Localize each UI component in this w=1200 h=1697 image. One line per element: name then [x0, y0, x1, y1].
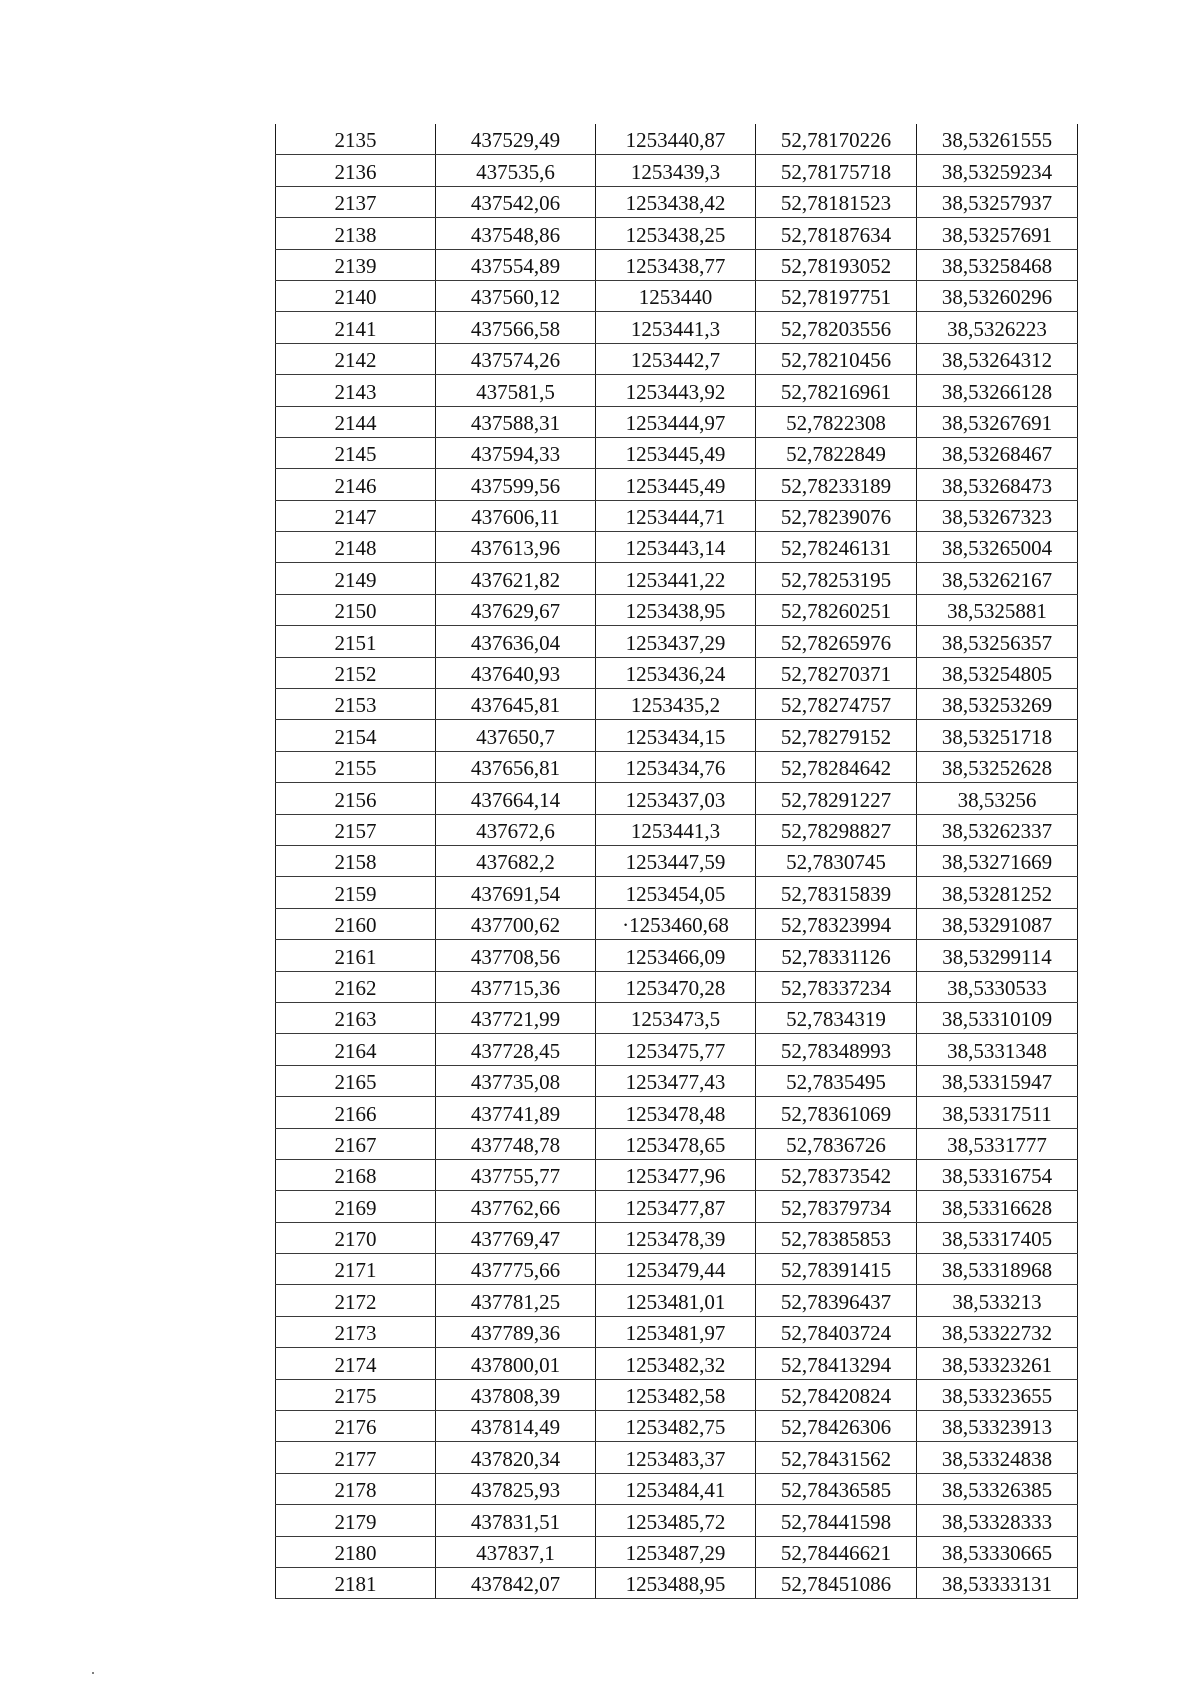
- y-coordinate-cell: 1253444,97: [596, 406, 756, 437]
- x-coordinate-cell: 437814,49: [436, 1411, 596, 1442]
- longitude-cell: 38,53257937: [917, 186, 1078, 217]
- x-coordinate-cell: 437640,93: [436, 657, 596, 688]
- latitude-cell: 52,78446621: [756, 1536, 917, 1567]
- longitude-cell: 38,53266128: [917, 375, 1078, 406]
- table-row: [276, 1379, 1078, 1410]
- y-coordinate-cell: 1253434,76: [596, 751, 756, 782]
- longitude-cell: 38,53253269: [917, 689, 1078, 720]
- y-coordinate-cell: 1253441,3: [596, 312, 756, 343]
- y-coordinate-cell: 1253481,97: [596, 1316, 756, 1347]
- point-number-cell: 2176: [276, 1411, 436, 1442]
- longitude-cell: 38,53259234: [917, 155, 1078, 186]
- latitude-cell: 52,78348993: [756, 1034, 917, 1065]
- x-coordinate-cell: 437636,04: [436, 626, 596, 657]
- point-number-cell: 2147: [276, 500, 436, 531]
- table-row: [276, 218, 1078, 249]
- longitude-cell: 38,53271669: [917, 845, 1078, 876]
- longitude-cell: 38,53265004: [917, 532, 1078, 563]
- longitude-cell: 38,53328333: [917, 1505, 1078, 1536]
- y-coordinate-cell: 1253443,92: [596, 375, 756, 406]
- x-coordinate-cell: 437808,39: [436, 1379, 596, 1410]
- latitude-cell: 52,78291227: [756, 783, 917, 814]
- y-coordinate-cell: 1253482,32: [596, 1348, 756, 1379]
- longitude-cell: 38,53261555: [917, 124, 1078, 155]
- y-coordinate-cell: 1253443,14: [596, 532, 756, 563]
- longitude-cell: 38,53262337: [917, 814, 1078, 845]
- longitude-cell: 38,5331348: [917, 1034, 1078, 1065]
- y-coordinate-cell: 1253477,96: [596, 1159, 756, 1190]
- longitude-cell: 38,53333131: [917, 1567, 1078, 1598]
- point-number-cell: 2136: [276, 155, 436, 186]
- y-coordinate-cell: 1253434,15: [596, 720, 756, 751]
- point-number-cell: 2177: [276, 1442, 436, 1473]
- y-coordinate-cell: 1253440,87: [596, 124, 756, 155]
- latitude-cell: 52,78193052: [756, 249, 917, 280]
- table-row: [276, 751, 1078, 782]
- latitude-cell: 52,78436585: [756, 1473, 917, 1504]
- x-coordinate-cell: 437629,67: [436, 594, 596, 625]
- point-number-cell: 2145: [276, 437, 436, 468]
- x-coordinate-cell: 437755,77: [436, 1159, 596, 1190]
- point-number-cell: 2138: [276, 218, 436, 249]
- y-coordinate-cell: 1253470,28: [596, 971, 756, 1002]
- y-coordinate-cell: 1253488,95: [596, 1567, 756, 1598]
- x-coordinate-cell: 437789,36: [436, 1316, 596, 1347]
- point-number-cell: 2153: [276, 689, 436, 720]
- latitude-cell: 52,78270371: [756, 657, 917, 688]
- y-coordinate-cell: 1253475,77: [596, 1034, 756, 1065]
- y-coordinate-cell: 1253445,49: [596, 437, 756, 468]
- latitude-cell: 52,7830745: [756, 845, 917, 876]
- y-coordinate-cell: 1253478,65: [596, 1128, 756, 1159]
- x-coordinate-cell: 437656,81: [436, 751, 596, 782]
- point-number-cell: 2163: [276, 1002, 436, 1033]
- x-coordinate-cell: 437735,08: [436, 1065, 596, 1096]
- y-coordinate-cell: 1253482,58: [596, 1379, 756, 1410]
- longitude-cell: 38,5331777: [917, 1128, 1078, 1159]
- point-number-cell: 2146: [276, 469, 436, 500]
- longitude-cell: 38,53318968: [917, 1254, 1078, 1285]
- longitude-cell: 38,53291087: [917, 908, 1078, 939]
- latitude-cell: 52,78170226: [756, 124, 917, 155]
- x-coordinate-cell: 437721,99: [436, 1002, 596, 1033]
- table-row: [276, 1002, 1078, 1033]
- table-row: [276, 1442, 1078, 1473]
- x-coordinate-cell: 437820,34: [436, 1442, 596, 1473]
- x-coordinate-cell: 437728,45: [436, 1034, 596, 1065]
- x-coordinate-cell: 437606,11: [436, 500, 596, 531]
- longitude-cell: 38,53264312: [917, 343, 1078, 374]
- longitude-cell: 38,5330533: [917, 971, 1078, 1002]
- point-number-cell: 2141: [276, 312, 436, 343]
- latitude-cell: 52,78197751: [756, 280, 917, 311]
- table-row: [276, 908, 1078, 939]
- point-number-cell: 2179: [276, 1505, 436, 1536]
- x-coordinate-cell: 437594,33: [436, 437, 596, 468]
- point-number-cell: 2174: [276, 1348, 436, 1379]
- point-number-cell: 2140: [276, 280, 436, 311]
- table-row: [276, 469, 1078, 500]
- latitude-cell: 52,7822308: [756, 406, 917, 437]
- y-coordinate-cell: 1253444,71: [596, 500, 756, 531]
- point-number-cell: 2175: [276, 1379, 436, 1410]
- point-number-cell: 2181: [276, 1567, 436, 1598]
- table-row: [276, 1128, 1078, 1159]
- latitude-cell: 52,78279152: [756, 720, 917, 751]
- y-coordinate-cell: 1253438,25: [596, 218, 756, 249]
- longitude-cell: 38,53256: [917, 783, 1078, 814]
- point-number-cell: 2155: [276, 751, 436, 782]
- table-row: [276, 1473, 1078, 1504]
- latitude-cell: 52,78431562: [756, 1442, 917, 1473]
- x-coordinate-cell: 437588,31: [436, 406, 596, 437]
- table-row: [276, 155, 1078, 186]
- point-number-cell: 2157: [276, 814, 436, 845]
- longitude-cell: 38,53262167: [917, 563, 1078, 594]
- point-number-cell: 2178: [276, 1473, 436, 1504]
- latitude-cell: 52,78284642: [756, 751, 917, 782]
- y-coordinate-cell: 1253477,43: [596, 1065, 756, 1096]
- table-row: [276, 1285, 1078, 1316]
- point-number-cell: 2158: [276, 845, 436, 876]
- table-row: [276, 500, 1078, 531]
- longitude-cell: 38,53323261: [917, 1348, 1078, 1379]
- longitude-cell: 38,53257691: [917, 218, 1078, 249]
- table-row: [276, 845, 1078, 876]
- latitude-cell: 52,78181523: [756, 186, 917, 217]
- y-coordinate-cell: 1253479,44: [596, 1254, 756, 1285]
- x-coordinate-cell: 437554,89: [436, 249, 596, 280]
- y-coordinate-cell: 1253466,09: [596, 940, 756, 971]
- latitude-cell: 52,78239076: [756, 500, 917, 531]
- x-coordinate-cell: 437599,56: [436, 469, 596, 500]
- table-row: [276, 1034, 1078, 1065]
- x-coordinate-cell: 437548,86: [436, 218, 596, 249]
- x-coordinate-cell: 437837,1: [436, 1536, 596, 1567]
- coordinates-table-body: [276, 124, 1078, 1599]
- y-coordinate-cell: 1253482,75: [596, 1411, 756, 1442]
- x-coordinate-cell: 437781,25: [436, 1285, 596, 1316]
- longitude-cell: 38,53281252: [917, 877, 1078, 908]
- longitude-cell: 38,53316754: [917, 1159, 1078, 1190]
- point-number-cell: 2160: [276, 908, 436, 939]
- longitude-cell: 38,53315947: [917, 1065, 1078, 1096]
- table-row: [276, 249, 1078, 280]
- table-row: [276, 532, 1078, 563]
- point-number-cell: 2180: [276, 1536, 436, 1567]
- longitude-cell: 38,53316628: [917, 1191, 1078, 1222]
- y-coordinate-cell: 1253473,5: [596, 1002, 756, 1033]
- x-coordinate-cell: 437621,82: [436, 563, 596, 594]
- x-coordinate-cell: 437529,49: [436, 124, 596, 155]
- latitude-cell: 52,78403724: [756, 1316, 917, 1347]
- x-coordinate-cell: 437825,93: [436, 1473, 596, 1504]
- longitude-cell: 38,53267691: [917, 406, 1078, 437]
- longitude-cell: 38,53254805: [917, 657, 1078, 688]
- point-number-cell: 2161: [276, 940, 436, 971]
- y-coordinate-cell: 1253437,29: [596, 626, 756, 657]
- table-row: [276, 877, 1078, 908]
- table-row: [276, 814, 1078, 845]
- table-row: [276, 406, 1078, 437]
- y-coordinate-cell: 1253436,24: [596, 657, 756, 688]
- latitude-cell: 52,7822849: [756, 437, 917, 468]
- latitude-cell: 52,78331126: [756, 940, 917, 971]
- point-number-cell: 2171: [276, 1254, 436, 1285]
- y-coordinate-cell: 1253438,77: [596, 249, 756, 280]
- latitude-cell: 52,78385853: [756, 1222, 917, 1253]
- table-row: [276, 1567, 1078, 1598]
- latitude-cell: 52,78175718: [756, 155, 917, 186]
- longitude-cell: 38,53317405: [917, 1222, 1078, 1253]
- longitude-cell: 38,53322732: [917, 1316, 1078, 1347]
- point-number-cell: 2149: [276, 563, 436, 594]
- latitude-cell: 52,78210456: [756, 343, 917, 374]
- point-number-cell: 2139: [276, 249, 436, 280]
- longitude-cell: 38,53267323: [917, 500, 1078, 531]
- table-row: [276, 689, 1078, 720]
- y-coordinate-cell: 1253481,01: [596, 1285, 756, 1316]
- latitude-cell: 52,78187634: [756, 218, 917, 249]
- y-coordinate-cell: 1253478,39: [596, 1222, 756, 1253]
- longitude-cell: 38,53317511: [917, 1097, 1078, 1128]
- x-coordinate-cell: 437581,5: [436, 375, 596, 406]
- table-row: [276, 1505, 1078, 1536]
- latitude-cell: 52,78396437: [756, 1285, 917, 1316]
- point-number-cell: 2170: [276, 1222, 436, 1253]
- longitude-cell: 38,53258468: [917, 249, 1078, 280]
- point-number-cell: 2143: [276, 375, 436, 406]
- x-coordinate-cell: 437708,56: [436, 940, 596, 971]
- table-row: [276, 1348, 1078, 1379]
- y-coordinate-cell: 1253478,48: [596, 1097, 756, 1128]
- x-coordinate-cell: 437831,51: [436, 1505, 596, 1536]
- y-coordinate-cell: 1253437,03: [596, 783, 756, 814]
- point-number-cell: 2154: [276, 720, 436, 751]
- table-row: [276, 971, 1078, 1002]
- scan-speck: [92, 1672, 94, 1674]
- table-row: [276, 1159, 1078, 1190]
- longitude-cell: 38,5325881: [917, 594, 1078, 625]
- y-coordinate-cell: 1253484,41: [596, 1473, 756, 1504]
- latitude-cell: 52,78216961: [756, 375, 917, 406]
- longitude-cell: 38,53323655: [917, 1379, 1078, 1410]
- longitude-cell: 38,53268473: [917, 469, 1078, 500]
- table-row: [276, 437, 1078, 468]
- table-row: [276, 626, 1078, 657]
- latitude-cell: 52,78361069: [756, 1097, 917, 1128]
- point-number-cell: 2150: [276, 594, 436, 625]
- point-number-cell: 2166: [276, 1097, 436, 1128]
- longitude-cell: 38,53251718: [917, 720, 1078, 751]
- point-number-cell: 2152: [276, 657, 436, 688]
- x-coordinate-cell: 437769,47: [436, 1222, 596, 1253]
- y-coordinate-cell: 1253438,42: [596, 186, 756, 217]
- x-coordinate-cell: 437842,07: [436, 1567, 596, 1598]
- y-coordinate-cell: 1253435,2: [596, 689, 756, 720]
- longitude-cell: 38,53268467: [917, 437, 1078, 468]
- table-row: [276, 312, 1078, 343]
- longitude-cell: 38,53326385: [917, 1473, 1078, 1504]
- table-row: [276, 186, 1078, 217]
- table-row: [276, 1411, 1078, 1442]
- latitude-cell: 52,78265976: [756, 626, 917, 657]
- y-coordinate-cell: 1253441,22: [596, 563, 756, 594]
- latitude-cell: 52,78315839: [756, 877, 917, 908]
- x-coordinate-cell: 437664,14: [436, 783, 596, 814]
- latitude-cell: 52,78426306: [756, 1411, 917, 1442]
- latitude-cell: 52,78413294: [756, 1348, 917, 1379]
- coordinates-table: [275, 124, 1078, 1599]
- x-coordinate-cell: 437775,66: [436, 1254, 596, 1285]
- x-coordinate-cell: 437535,6: [436, 155, 596, 186]
- table-row: [276, 1097, 1078, 1128]
- latitude-cell: 52,78420824: [756, 1379, 917, 1410]
- point-number-cell: 2144: [276, 406, 436, 437]
- table-row: [276, 1222, 1078, 1253]
- y-coordinate-cell: 1253438,95: [596, 594, 756, 625]
- point-number-cell: 2159: [276, 877, 436, 908]
- y-coordinate-cell: 1253439,3: [596, 155, 756, 186]
- x-coordinate-cell: 437700,62: [436, 908, 596, 939]
- table-row: [276, 720, 1078, 751]
- table-row: [276, 1191, 1078, 1222]
- table-row: [276, 375, 1078, 406]
- x-coordinate-cell: 437715,36: [436, 971, 596, 1002]
- latitude-cell: 52,78298827: [756, 814, 917, 845]
- point-number-cell: 2168: [276, 1159, 436, 1190]
- table-row: [276, 1316, 1078, 1347]
- x-coordinate-cell: 437566,58: [436, 312, 596, 343]
- y-coordinate-cell: 1253483,37: [596, 1442, 756, 1473]
- point-number-cell: 2167: [276, 1128, 436, 1159]
- y-coordinate-cell: 1253485,72: [596, 1505, 756, 1536]
- longitude-cell: 38,53323913: [917, 1411, 1078, 1442]
- table-row: [276, 594, 1078, 625]
- y-coordinate-cell: 1253441,3: [596, 814, 756, 845]
- latitude-cell: 52,78373542: [756, 1159, 917, 1190]
- y-coordinate-cell: 1253447,59: [596, 845, 756, 876]
- table-row: [276, 563, 1078, 594]
- table-row: [276, 940, 1078, 971]
- x-coordinate-cell: 437574,26: [436, 343, 596, 374]
- latitude-cell: 52,78391415: [756, 1254, 917, 1285]
- latitude-cell: 52,78260251: [756, 594, 917, 625]
- longitude-cell: 38,53324838: [917, 1442, 1078, 1473]
- latitude-cell: 52,78246131: [756, 532, 917, 563]
- y-coordinate-cell: 1253445,49: [596, 469, 756, 500]
- point-number-cell: 2156: [276, 783, 436, 814]
- table-row: [276, 1254, 1078, 1285]
- y-coordinate-cell: 1253477,87: [596, 1191, 756, 1222]
- x-coordinate-cell: 437691,54: [436, 877, 596, 908]
- latitude-cell: 52,78233189: [756, 469, 917, 500]
- x-coordinate-cell: 437542,06: [436, 186, 596, 217]
- x-coordinate-cell: 437682,2: [436, 845, 596, 876]
- table-row: [276, 1536, 1078, 1567]
- point-number-cell: 2173: [276, 1316, 436, 1347]
- y-coordinate-cell: 1253442,7: [596, 343, 756, 374]
- latitude-cell: 52,78203556: [756, 312, 917, 343]
- latitude-cell: 52,78337234: [756, 971, 917, 1002]
- point-number-cell: 2165: [276, 1065, 436, 1096]
- latitude-cell: 52,7836726: [756, 1128, 917, 1159]
- table-row: [276, 124, 1078, 155]
- point-number-cell: 2142: [276, 343, 436, 374]
- longitude-cell: 38,53299114: [917, 940, 1078, 971]
- point-number-cell: 2137: [276, 186, 436, 217]
- y-coordinate-cell: 1253487,29: [596, 1536, 756, 1567]
- x-coordinate-cell: 437645,81: [436, 689, 596, 720]
- x-coordinate-cell: 437650,7: [436, 720, 596, 751]
- latitude-cell: 52,78274757: [756, 689, 917, 720]
- latitude-cell: 52,78441598: [756, 1505, 917, 1536]
- table-row: [276, 783, 1078, 814]
- x-coordinate-cell: 437560,12: [436, 280, 596, 311]
- longitude-cell: 38,53252628: [917, 751, 1078, 782]
- point-number-cell: 2148: [276, 532, 436, 563]
- longitude-cell: 38,5326223: [917, 312, 1078, 343]
- y-coordinate-cell: 1253454,05: [596, 877, 756, 908]
- latitude-cell: 52,78253195: [756, 563, 917, 594]
- latitude-cell: 52,78451086: [756, 1567, 917, 1598]
- point-number-cell: 2162: [276, 971, 436, 1002]
- y-coordinate-cell: 1253440: [596, 280, 756, 311]
- point-number-cell: 2172: [276, 1285, 436, 1316]
- x-coordinate-cell: 437762,66: [436, 1191, 596, 1222]
- table-row: [276, 657, 1078, 688]
- latitude-cell: 52,7835495: [756, 1065, 917, 1096]
- point-number-cell: 2151: [276, 626, 436, 657]
- x-coordinate-cell: 437748,78: [436, 1128, 596, 1159]
- y-coordinate-cell: ·1253460,68: [596, 908, 756, 939]
- x-coordinate-cell: 437613,96: [436, 532, 596, 563]
- x-coordinate-cell: 437800,01: [436, 1348, 596, 1379]
- x-coordinate-cell: 437672,6: [436, 814, 596, 845]
- point-number-cell: 2164: [276, 1034, 436, 1065]
- latitude-cell: 52,78323994: [756, 908, 917, 939]
- table-row: [276, 343, 1078, 374]
- point-number-cell: 2135: [276, 124, 436, 155]
- x-coordinate-cell: 437741,89: [436, 1097, 596, 1128]
- longitude-cell: 38,533213: [917, 1285, 1078, 1316]
- longitude-cell: 38,53310109: [917, 1002, 1078, 1033]
- longitude-cell: 38,53256357: [917, 626, 1078, 657]
- latitude-cell: 52,78379734: [756, 1191, 917, 1222]
- point-number-cell: 2169: [276, 1191, 436, 1222]
- longitude-cell: 38,53330665: [917, 1536, 1078, 1567]
- table-row: [276, 280, 1078, 311]
- latitude-cell: 52,7834319: [756, 1002, 917, 1033]
- table-row: [276, 1065, 1078, 1096]
- longitude-cell: 38,53260296: [917, 280, 1078, 311]
